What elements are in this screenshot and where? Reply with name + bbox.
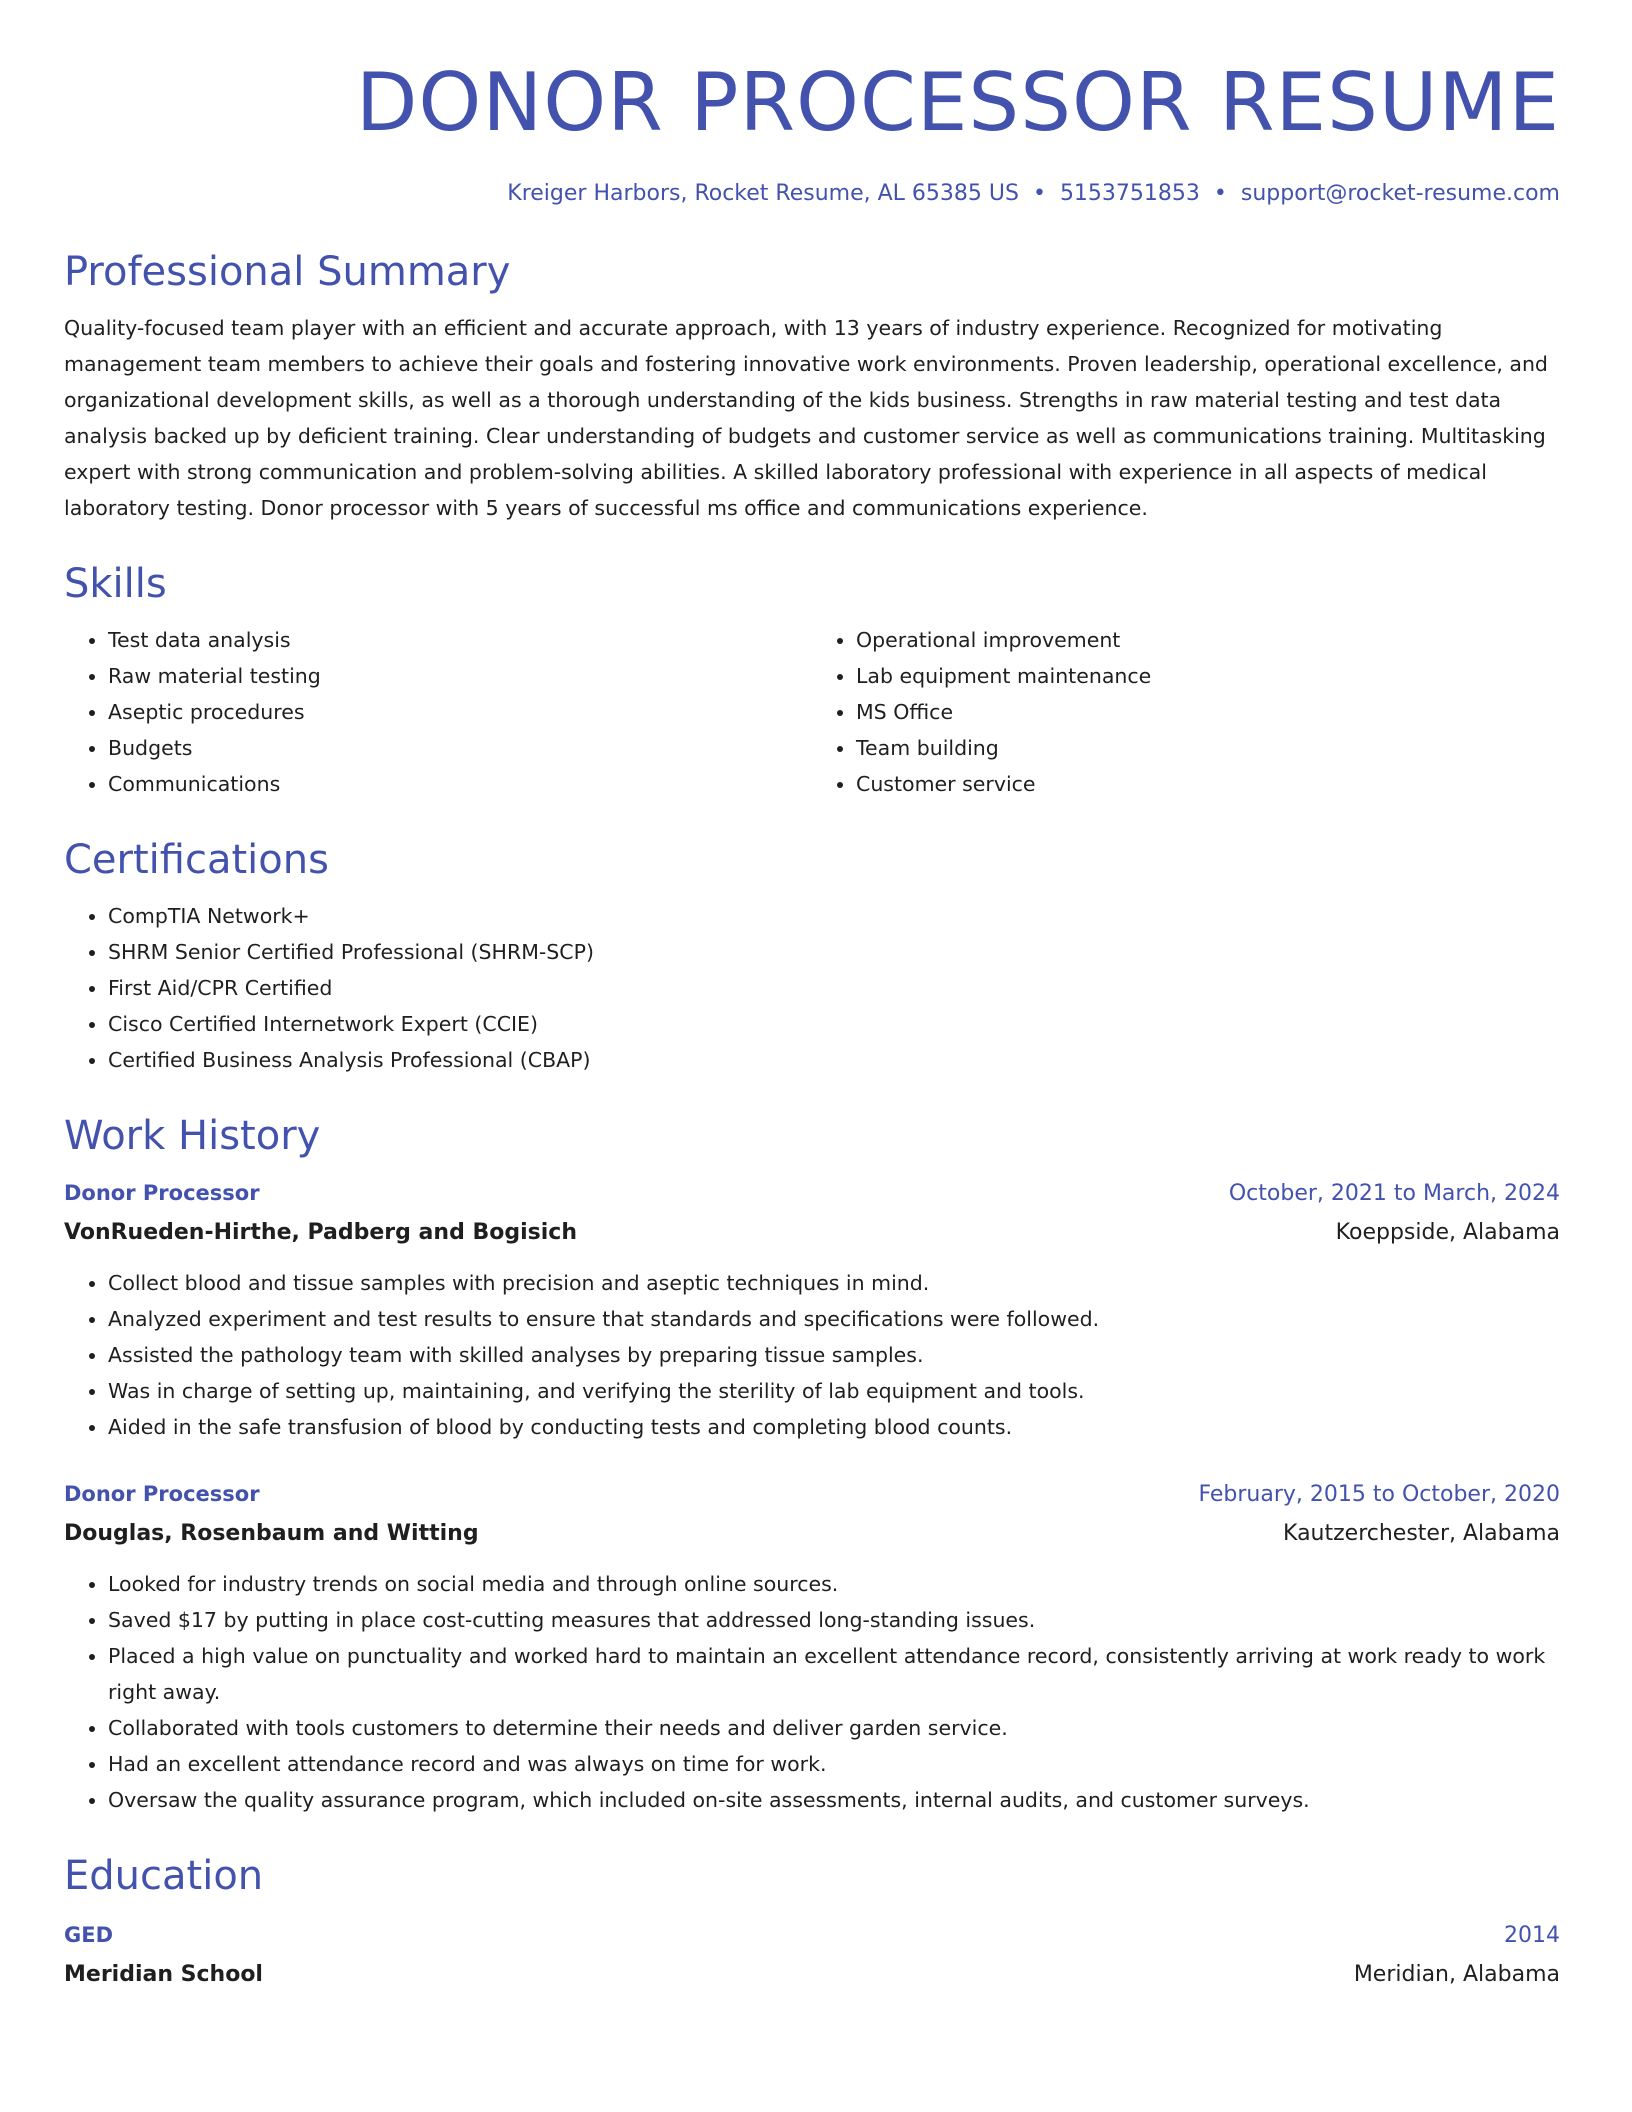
contact-line xyxy=(64,178,1560,210)
job-bullet: • Placed a high value on punctuality and worked hard to maintain an excellent attendance record, consistently arriving at work ready to work right away. xyxy=(108,1638,1560,1710)
work-history-heading: Work History xyxy=(64,1113,321,1159)
job-bullet: • Had an excellent attendance record and was always on time for work. xyxy=(108,1746,1560,1782)
education-header-row xyxy=(64,1916,1560,1955)
certifications-list xyxy=(64,898,1560,1078)
job-bullet: • Oversaw the quality assurance program, which included on-site assessments, internal audits, and customer surveys. xyxy=(108,1782,1560,1818)
job-company-row xyxy=(64,1213,1560,1253)
certifications-heading: Certifications xyxy=(64,837,329,883)
contact-separator: • xyxy=(1032,181,1046,206)
job-bullets xyxy=(64,1265,1560,1445)
job-bullet: • Collect blood and tissue samples with precision and aseptic techniques in mind. xyxy=(108,1265,1560,1301)
contact-address: Kreiger Harbors, Rocket Resume, AL 65385 US xyxy=(507,181,1019,206)
skill-item: • MS Office xyxy=(856,694,1560,730)
skill-item: • Aseptic procedures xyxy=(108,694,812,730)
education-school: Meridian School xyxy=(64,1962,263,1987)
job-header-row xyxy=(64,1174,1560,1213)
contact-email[interactable]: support@rocket-resume.com xyxy=(1240,181,1560,206)
certifications-section xyxy=(64,832,1560,1078)
resume-title: DONOR PROCESSOR RESUME xyxy=(355,56,1560,149)
resume-page xyxy=(64,48,1560,1995)
skill-item: • Team building xyxy=(856,730,1560,766)
job-title: Donor Processor xyxy=(64,1181,260,1205)
skills-list-left xyxy=(64,622,812,802)
skill-item: • Lab equipment maintenance xyxy=(856,658,1560,694)
education-heading: Education xyxy=(64,1853,264,1899)
skill-item: • Operational improvement xyxy=(856,622,1560,658)
job-location: Koeppside, Alabama xyxy=(1335,1220,1560,1245)
education-section xyxy=(64,1848,1560,1995)
job-company-row xyxy=(64,1514,1560,1554)
job-dates: October, 2021 to March, 2024 xyxy=(1228,1181,1560,1206)
job-bullet: • Analyzed experiment and test results to ensure that standards and specifications were followed. xyxy=(108,1301,1560,1337)
education-degree: GED xyxy=(64,1923,114,1947)
certification-item: • First Aid/CPR Certified xyxy=(108,970,1560,1006)
contact-phone[interactable]: 5153751853 xyxy=(1059,181,1200,206)
summary-heading: Professional Summary xyxy=(64,249,511,295)
certification-item: • SHRM Senior Certified Professional (SHRM-SCP) xyxy=(108,934,1560,970)
job-bullet: • Was in charge of setting up, maintaining, and verifying the sterility of lab equipment and tools. xyxy=(108,1373,1560,1409)
job-entry xyxy=(64,1174,1560,1445)
job-bullets xyxy=(64,1566,1560,1818)
certification-item: • Certified Business Analysis Professional (CBAP) xyxy=(108,1042,1560,1078)
skills-heading: Skills xyxy=(64,561,167,607)
skill-item: • Test data analysis xyxy=(108,622,812,658)
skills-section xyxy=(64,556,1560,802)
skills-list-right xyxy=(812,622,1560,802)
skill-item: • Communications xyxy=(108,766,812,802)
job-bullet: • Aided in the safe transfusion of blood by conducting tests and completing blood counts. xyxy=(108,1409,1560,1445)
job-header-row xyxy=(64,1475,1560,1514)
job-bullet: • Assisted the pathology team with skilled analyses by preparing tissue samples. xyxy=(108,1337,1560,1373)
skills-grid xyxy=(64,622,1560,802)
job-bullet: • Collaborated with tools customers to determine their needs and deliver garden service. xyxy=(108,1710,1560,1746)
job-location: Kautzerchester, Alabama xyxy=(1283,1521,1560,1546)
job-entry xyxy=(64,1475,1560,1818)
skill-item: • Raw material testing xyxy=(108,658,812,694)
job-bullet: • Looked for industry trends on social media and through online sources. xyxy=(108,1566,1560,1602)
job-bullet: • Saved $17 by putting in place cost-cutting measures that addressed long-standing issues. xyxy=(108,1602,1560,1638)
job-company: VonRueden-Hirthe, Padberg and Bogisich xyxy=(64,1220,577,1245)
work-history-section xyxy=(64,1108,1560,1818)
education-location: Meridian, Alabama xyxy=(1353,1962,1560,1987)
job-title: Donor Processor xyxy=(64,1482,260,1506)
skill-item: • Customer service xyxy=(856,766,1560,802)
education-school-row xyxy=(64,1955,1560,1995)
certification-item: • CompTIA Network+ xyxy=(108,898,1560,934)
education-year: 2014 xyxy=(1504,1923,1560,1948)
skill-item: • Budgets xyxy=(108,730,812,766)
summary-section xyxy=(64,244,1560,526)
summary-text: Quality-focused team player with an efficient and accurate approach, with 13 years of industry experience. Recognized for motivating management team members to achieve their goals and fostering innovative work environments. Proven leadership, operational excellence, and organizational development skills, as well as a thorough understanding of the kids business. Strengths in raw material testing and test data analysis backed up by deficient training. Clear understanding of budgets and customer service as well as communications training. Multitasking expert with strong communication and problem-solving abilities. A skilled laboratory professional with experience in all aspects of medical laboratory testing. Donor processor with 5 years of successful ms office and communications experience. xyxy=(64,316,1548,520)
job-company: Douglas, Rosenbaum and Witting xyxy=(64,1521,479,1546)
certification-item: • Cisco Certified Internetwork Expert (CCIE) xyxy=(108,1006,1560,1042)
job-dates: February, 2015 to October, 2020 xyxy=(1198,1482,1560,1507)
contact-separator: • xyxy=(1213,181,1227,206)
